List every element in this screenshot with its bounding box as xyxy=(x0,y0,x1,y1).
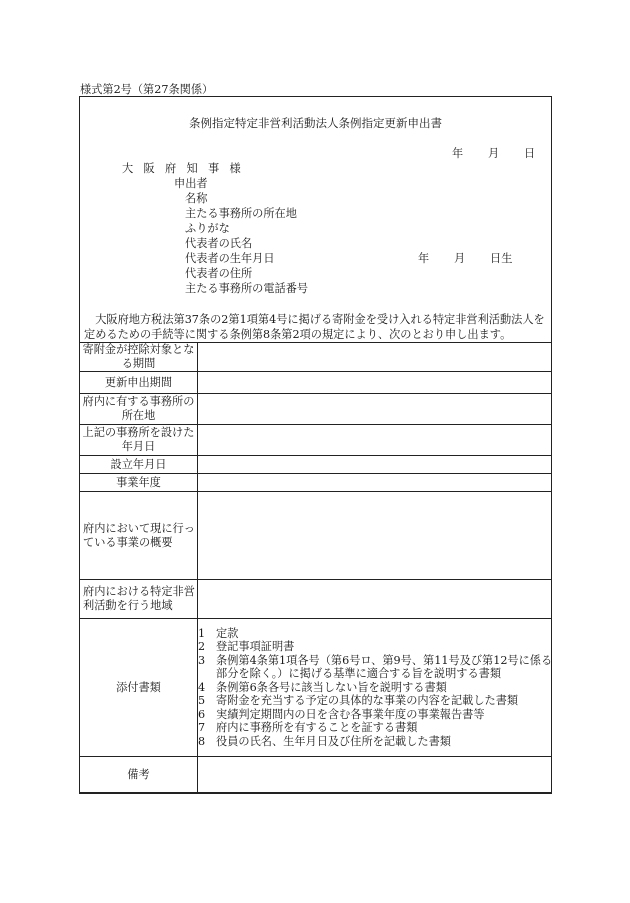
label-activity-area: 府内における特定非営利活動を行う地域 xyxy=(80,580,198,619)
applicant-label: 申出者 xyxy=(174,177,208,190)
addressee: 大阪府知事様 xyxy=(122,162,251,175)
field-office-address: 主たる事務所の所在地 xyxy=(185,207,297,220)
form-title: 条例指定特定非営利活動法人条例指定更新申出書 xyxy=(189,116,442,130)
table-row xyxy=(80,425,552,456)
birth-day: 日生 xyxy=(490,252,513,265)
list-item: 5 寄附金を充当する予定の具体的な事業の内容を記載した書類 xyxy=(198,694,519,708)
form-frame xyxy=(79,96,552,793)
date-year: 年 xyxy=(452,147,464,160)
label-prefecture-office: 府内に有する事務所の所在地 xyxy=(80,394,198,425)
field-representative-address: 代表者の住所 xyxy=(185,267,253,280)
value-cell[interactable] xyxy=(198,757,552,794)
list-item: 6 実績判定期間内の日を含む各事業年度の事業報告書等 xyxy=(198,707,485,721)
list-item: 8 役員の氏名、生年月日及び住所を記載した書類 xyxy=(198,734,451,748)
label-renewal-period: 更新申出期間 xyxy=(80,372,198,394)
value-cell[interactable] xyxy=(198,425,552,456)
label-attachments: 添付書類 xyxy=(80,619,198,757)
list-item: 3 条例第4条第1項各号（第6号ロ、第9号、第11号及び第12号に係る xyxy=(198,653,553,667)
birth-year: 年 xyxy=(418,252,430,265)
list-item: 7 府内に事務所を有することを証する書類 xyxy=(198,721,418,735)
value-cell[interactable] xyxy=(198,580,552,619)
table-row xyxy=(80,394,552,425)
table-row xyxy=(80,619,552,757)
table-row xyxy=(80,343,552,372)
value-cell[interactable] xyxy=(198,372,552,394)
field-office-phone: 主たる事務所の電話番号 xyxy=(185,282,309,295)
field-furigana: ふりがな xyxy=(185,222,230,235)
label-business-summary: 府内において現に行っている事業の概要 xyxy=(80,492,198,580)
table-row xyxy=(80,474,552,492)
attachments-list xyxy=(198,619,552,757)
label-founding-date: 設立年月日 xyxy=(80,456,198,474)
birth-month: 月 xyxy=(454,252,466,265)
value-cell[interactable] xyxy=(198,456,552,474)
date-month: 月 xyxy=(488,147,500,160)
detail-table xyxy=(79,342,552,794)
form-number-label: 様式第2号（第27条関係） xyxy=(80,83,214,96)
label-remarks: 備考 xyxy=(80,757,198,794)
table-row xyxy=(80,580,552,619)
label-fiscal-year: 事業年度 xyxy=(80,474,198,492)
date-day: 日 xyxy=(524,147,536,160)
label-office-established-date: 上記の事務所を設けた年月日 xyxy=(80,425,198,456)
list-item-continuation: 部分を除く。）に掲げる基準に適合する旨を説明する書類 xyxy=(216,667,502,681)
field-representative-birthdate: 代表者の生年月日 xyxy=(185,252,275,265)
table-row xyxy=(80,757,552,794)
list-item: 4 条例第6条各号に該当しない旨を説明する書類 xyxy=(198,680,447,694)
table-row xyxy=(80,456,552,474)
value-cell[interactable] xyxy=(198,492,552,580)
table-row xyxy=(80,372,552,394)
intro-statement: 大阪府地方税法第37条の2第1項第4号に掲げる寄附金を受け入れる特定非営利活動法人を定めるための手続等に関する条例第8条第2項の規定により、次のとおり申し出ます。 xyxy=(84,313,545,341)
value-cell[interactable] xyxy=(198,394,552,425)
value-cell[interactable] xyxy=(198,474,552,492)
value-cell[interactable] xyxy=(198,343,552,372)
field-representative-name: 代表者の氏名 xyxy=(185,237,253,250)
list-item: 2 登記事項証明書 xyxy=(198,640,295,654)
list-item: 1 定款 xyxy=(198,626,239,640)
table-row xyxy=(80,492,552,580)
field-name: 名称 xyxy=(185,192,208,205)
label-deduction-period: 寄附金が控除対象となる期間 xyxy=(80,343,198,372)
